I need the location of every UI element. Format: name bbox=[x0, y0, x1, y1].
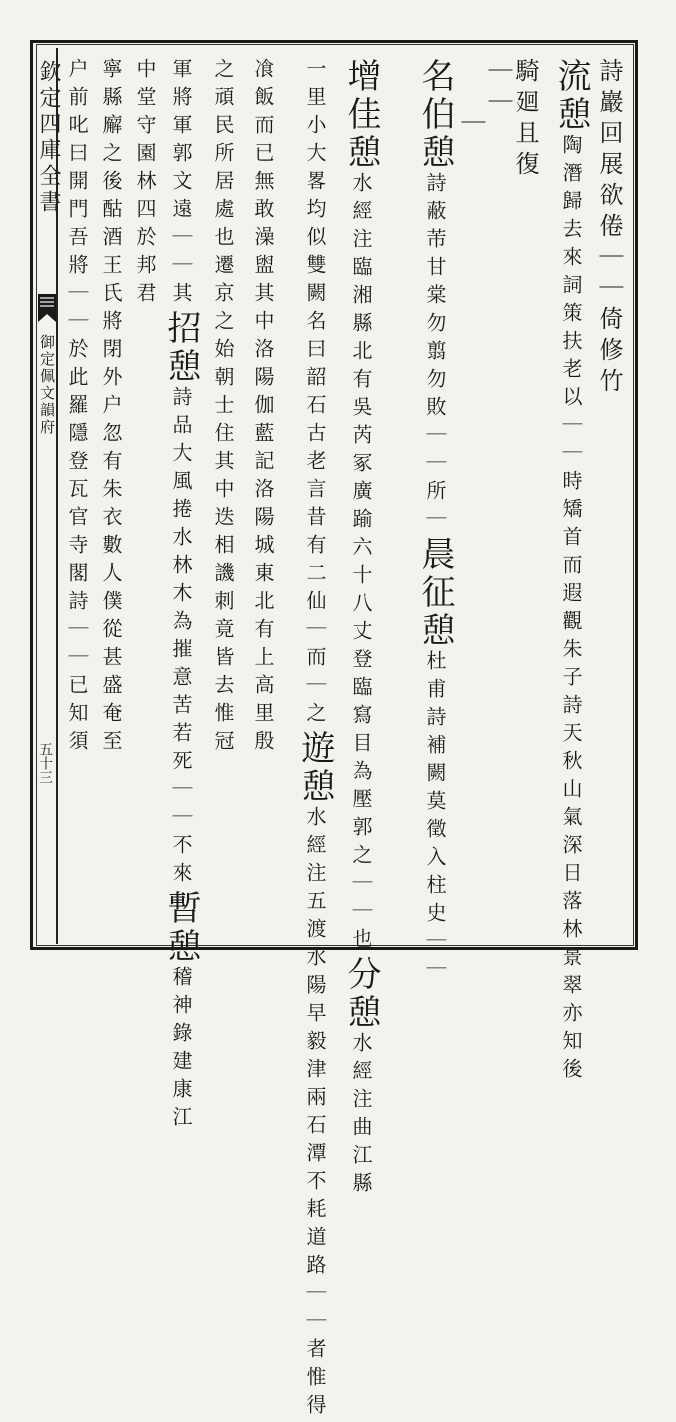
text-column-1 bbox=[594, 58, 624, 399]
column-text: ｜｜ bbox=[484, 58, 512, 120]
fishtail-ornament-icon bbox=[36, 292, 58, 332]
column-text: 詩品大風捲水林木為摧意苦若死｜｜不來 bbox=[169, 386, 193, 890]
library-title: 欽定四庫全書 bbox=[36, 60, 61, 216]
text-column-4 bbox=[483, 58, 513, 120]
text-column-7 bbox=[341, 58, 381, 1200]
column-text: 寧縣廨之後酤酒王氏將閉外户忽有朱衣數人僕從甚盛奄至 bbox=[99, 58, 123, 758]
column-text: 飡飯而已無敢澡盥其中洛陽伽藍記洛陽城東北有上高里殷 bbox=[251, 58, 275, 758]
column-text: 之頑民所居處也遷京之始朝士住其中迭相譏刺竟皆去惟冠 bbox=[211, 58, 235, 758]
headword: 晨征憩 bbox=[415, 536, 455, 650]
text-column-8 bbox=[295, 58, 335, 1422]
column-text: 陶潛歸去來詞策扶老以｜｜時矯首而遐觀朱子詩天秋山氣深日落林景翠亦知後 bbox=[559, 134, 583, 1086]
headword: 增佳憩 bbox=[341, 58, 381, 172]
column-text: 中堂守園林四於邦君 bbox=[133, 58, 157, 310]
text-column-13 bbox=[96, 58, 126, 758]
text-column-10 bbox=[208, 58, 238, 758]
text-column-6 bbox=[415, 58, 455, 986]
column-text: 詩巖回展欲倦｜｜倚修竹 bbox=[595, 58, 623, 399]
headword: 名伯憩 bbox=[415, 58, 455, 172]
text-column-3 bbox=[510, 58, 540, 182]
column-text: 稽神錄建康江 bbox=[169, 966, 193, 1134]
text-column-12 bbox=[130, 58, 160, 310]
headword: 暫憩 bbox=[161, 890, 201, 966]
headword: 分憩 bbox=[341, 956, 381, 1032]
column-text: 水經注五渡水陽早毅津兩石潭不耗道路｜｜者惟得 bbox=[303, 806, 327, 1422]
column-text: 一里小大畧均似雙闕名曰韶石古老言昔有二仙｜而｜之 bbox=[303, 58, 327, 730]
column-text: 水經注臨湘縣北有吳芮冢廣踰六十八丈登臨寫目為壓郭之｜｜也 bbox=[349, 172, 373, 956]
book-title: 御定佩文韻府 bbox=[38, 334, 56, 436]
headword: 遊憩 bbox=[295, 730, 335, 806]
column-text: ｜ bbox=[457, 110, 485, 141]
text-column-2 bbox=[551, 58, 591, 1086]
headword: 流憩 bbox=[551, 58, 591, 134]
column-text: 水經注曲江縣 bbox=[349, 1032, 373, 1200]
column-text: 騎廻且復 bbox=[511, 58, 539, 182]
column-text: 杜甫詩補闕莫徵入柱史｜｜ bbox=[423, 650, 447, 986]
column-text: 軍將軍郭文遠｜｜其 bbox=[169, 58, 193, 310]
text-column-11 bbox=[161, 58, 201, 1134]
page-number: 五十三 bbox=[37, 742, 53, 784]
column-text: 户前叱曰開門吾將｜｜於此羅隱登瓦官寺閣詩｜｜已知須 bbox=[65, 58, 89, 758]
text-column-5 bbox=[456, 110, 486, 141]
text-column-14 bbox=[62, 58, 92, 758]
headword: 招憩 bbox=[161, 310, 201, 386]
text-column-9 bbox=[248, 58, 278, 758]
column-text: 詩蔽芾甘棠勿翦勿敗｜｜所｜ bbox=[423, 172, 447, 536]
